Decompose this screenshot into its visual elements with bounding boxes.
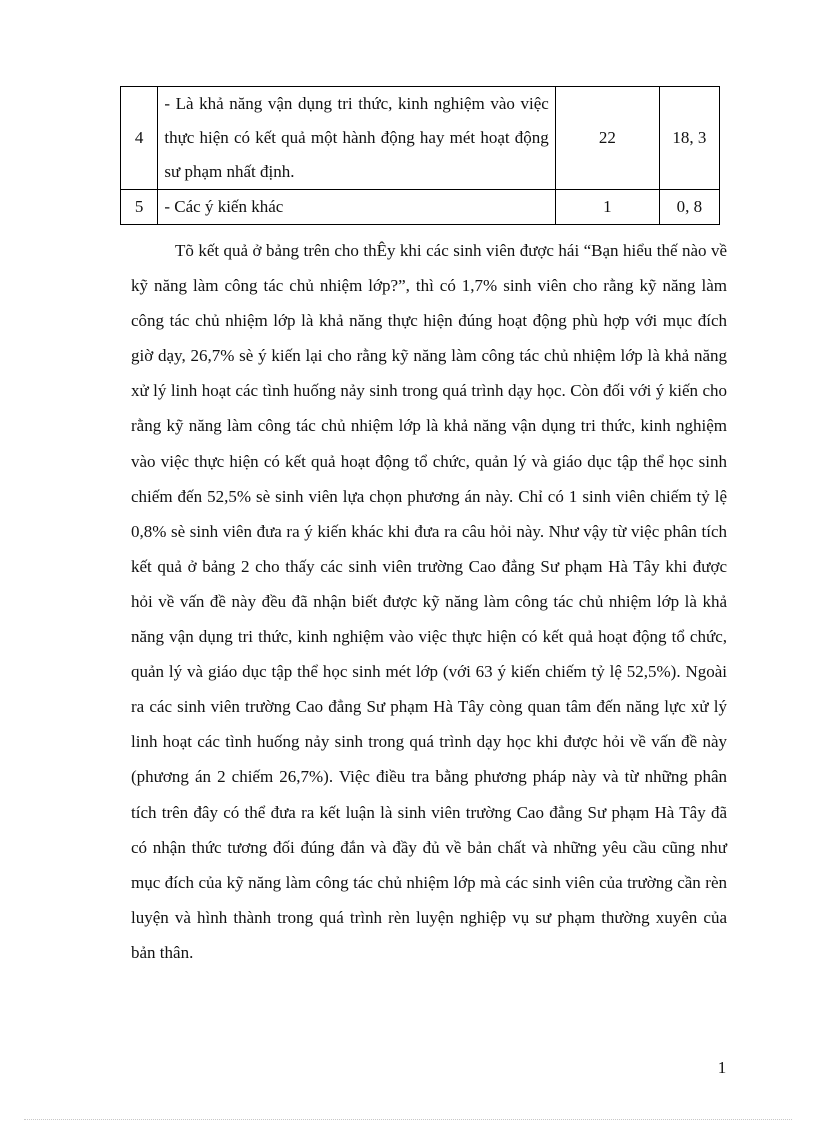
row-content-cell: - Là khả năng vận dụng tri thức, kinh nghiệm vào việc thực hiện có kết quả một hành động hay mét hoạt động sư phạm nhất định. — [158, 87, 555, 190]
page-bottom-divider — [24, 1119, 792, 1120]
row-content-cell: - Các ý kiến khác — [158, 190, 555, 225]
table-row — [121, 190, 720, 225]
survey-results-table — [120, 86, 720, 225]
row-percent-cell: 0, 8 — [659, 190, 719, 225]
row-number-cell: 5 — [121, 190, 158, 225]
table-row — [121, 87, 720, 190]
row-count-cell: 22 — [555, 87, 659, 190]
page-number: 1 — [717, 1058, 727, 1077]
row-percent-cell: 18, 3 — [659, 87, 719, 190]
row-number-cell: 4 — [121, 87, 158, 190]
row-count-cell: 1 — [555, 190, 659, 225]
analysis-paragraph: Tõ kết quả ở bảng trên cho thÊy khi các sinh viên được hái “Bạn hiểu thế nào về kỹ năng làm công tác chủ nhiệm lớp?”, thì có 1,7% sinh viên cho rằng kỹ năng làm công tác chủ nhiệm lớp là khả năng thực hiện đúng hoạt động phù hợp với mục đích giờ dạy, 26,7% sè ý kiến lại cho rằng kỹ năng làm công tác chủ nhiệm lớp là khả năng xử lý linh hoạt các tình huống nảy sinh trong quá trình dạy học. Còn đối với ý kiến cho rằng kỹ năng làm công tác chủ nhiệm lớp là khả năng vận dụng tri thức, kinh nghiệm vào việc thực hiện có kết quả hoạt động tổ chức, quản lý và giáo dục tập thể học sinh chiếm đến 52,5% sè sinh viên lựa chọn phương án này. Chỉ có 1 sinh viên chiếm tỷ lệ 0,8% sè sinh viên đưa ra ý kiến khác khi đưa ra câu hỏi này. Như vậy từ việc phân tích kết quả ở bảng 2 cho thấy các sinh viên trường Cao đẳng Sư phạm Hà Tây khi được hỏi về vấn đề này đều đã nhận biết được kỹ năng làm công tác chủ nhiệm lớp là khả năng vận dụng tri thức, kinh nghiệm vào việc thực hiện có kết quả hoạt động tổ chức, quản lý và giáo dục tập thể học sinh mét lớp (với 63 ý kiến chiếm tỷ lệ 52,5%). Ngoài ra các sinh viên trường Cao đẳng Sư phạm Hà Tây còng quan tâm đến năng lực xử lý linh hoạt các tình huống nảy sinh trong quá trình dạy học khi được hỏi về vấn đề này (phương án 2 chiếm 26,7%). Việc điều tra bằng phương pháp này và từ những phân tích trên đây có thể đưa ra kết luận là sinh viên trường Cao đẳng Sư phạm Hà Tây đã có nhận thức tương đối đúng đắn và đầy đủ về bản chất và những yêu cầu cũng như mục đích của kỹ năng làm công tác chủ nhiệm lớp mà các sinh viên của trường cần rèn luyện và hình thành trong quá trình rèn luyện nghiệp vụ sư phạm thường xuyên của bản thân. — [131, 241, 727, 962]
